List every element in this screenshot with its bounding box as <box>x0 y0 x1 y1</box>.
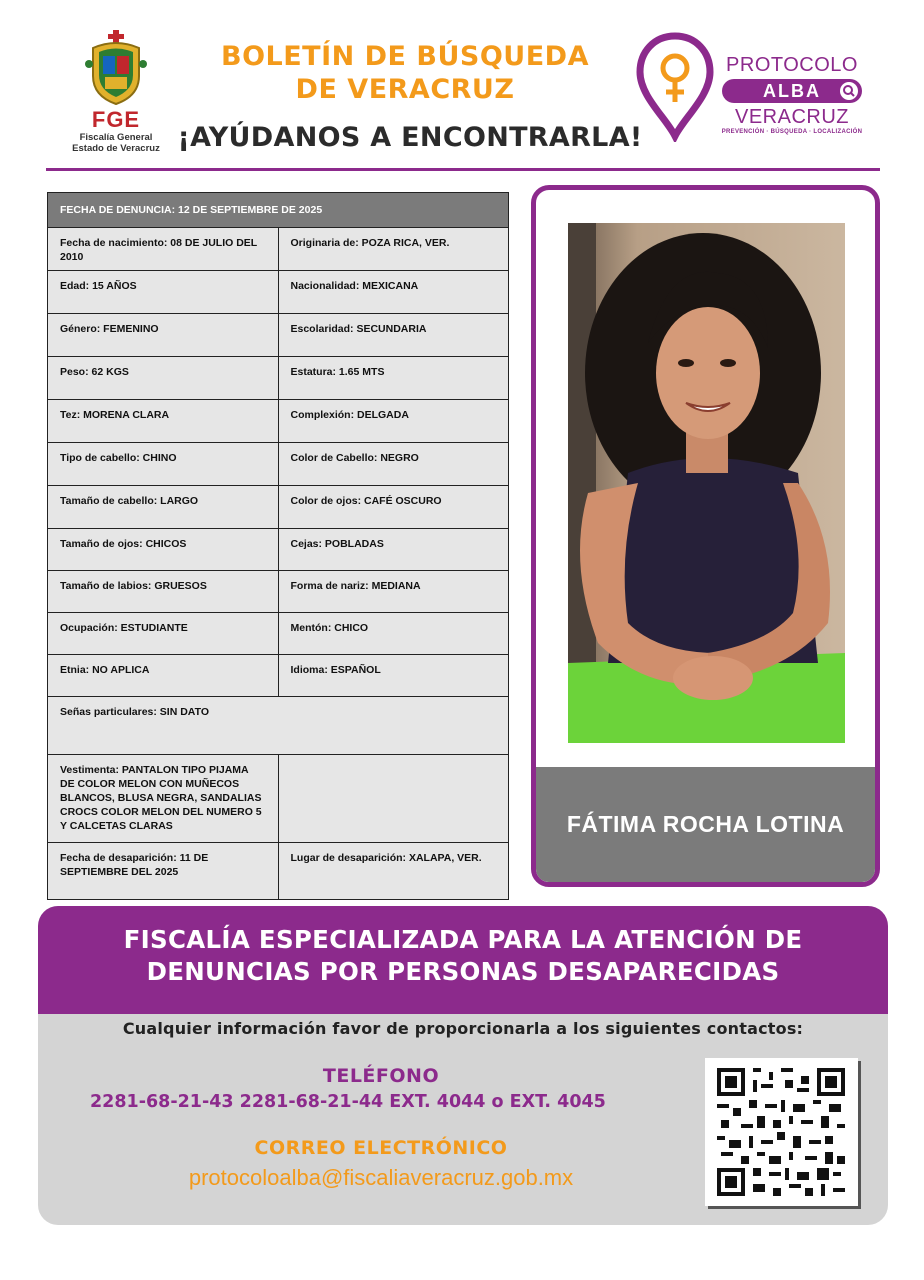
alba-tagline: PREVENCIÓN · BÚSQUEDA · LOCALIZACIÓN <box>721 129 863 135</box>
photo-card <box>531 185 880 887</box>
correo-label: CORREO ELECTRÓNICO <box>254 1137 508 1159</box>
lugar-desaparicion-cell: Lugar de desaparición: XALAPA, VER. <box>278 843 509 900</box>
table-cell: Tez: MORENA CLARA <box>48 400 279 443</box>
table-cell: Tamaño de ojos: CHICOS <box>48 529 279 571</box>
table-cell: Género: FEMENINO <box>48 314 279 357</box>
table-cell: Tipo de cabello: CHINO <box>48 443 279 486</box>
vestimenta-cell: Vestimenta: PANTALON TIPO PIJAMA DE COLOR MELON CON MUÑECOS BLANCOS, BLUSA NEGRA, SANDALIAS CROCS COLOR MELON DEL NUMERO 5 Y CALCETAS CLARAS <box>48 755 279 843</box>
senas-particulares-cell: Señas particulares: SIN DATO <box>48 697 509 755</box>
banner-line-2: DENUNCIAS POR PERSONAS DESAPARECIDAS <box>146 957 780 986</box>
fge-name-line2: Estado de Veracruz <box>72 143 160 154</box>
bulletin-title <box>180 40 630 106</box>
table-cell: Nacionalidad: MEXICANA <box>278 271 509 314</box>
person-name-band <box>536 767 875 882</box>
missing-person-photo <box>568 223 845 743</box>
table-cell: Originaria de: POZA RICA, VER. <box>278 228 509 271</box>
table-cell: Etnia: NO APLICA <box>48 655 279 697</box>
empty-cell <box>278 755 509 843</box>
search-icon <box>840 82 858 100</box>
qr-code[interactable] <box>705 1058 858 1206</box>
fecha-denuncia-cell: FECHA DE DENUNCIA: 12 DE SEPTIEMBRE DE 2025 <box>48 193 509 228</box>
fge-name-line1: Fiscalía General <box>79 132 153 143</box>
banner-line-1: FISCALÍA ESPECIALIZADA PARA LA ATENCIÓN DE <box>123 925 803 954</box>
telefono-label: TELÉFONO <box>322 1065 440 1087</box>
table-cell: Estatura: 1.65 MTS <box>278 357 509 400</box>
table-cell: Color de Cabello: NEGRO <box>278 443 509 486</box>
fge-abbreviation: FGE <box>91 107 141 132</box>
alba-protocolo-word: PROTOCOLO <box>726 54 858 76</box>
table-cell: Forma de nariz: MEDIANA <box>278 571 509 613</box>
help-subtitle: ¡AYÚDANOS A ENCONTRARLA! <box>177 122 643 153</box>
table-cell: Peso: 62 KGS <box>48 357 279 400</box>
table-cell: Complexión: DELGADA <box>278 400 509 443</box>
fecha-desaparicion-cell: Fecha de desaparición: 11 DE SEPTIEMBRE DEL 2025 <box>48 843 279 900</box>
table-cell: Cejas: POBLADAS <box>278 529 509 571</box>
contact-intro: Cualquier información favor de proporcionarla a los siguientes contactos: <box>122 1019 804 1038</box>
alba-pill <box>722 79 862 103</box>
missing-person-data-table <box>47 192 509 900</box>
protocolo-alba-logo <box>636 32 866 147</box>
table-cell: Idioma: ESPAÑOL <box>278 655 509 697</box>
table-cell: Ocupación: ESTUDIANTE <box>48 613 279 655</box>
title-line-1: BOLETÍN DE BÚSQUEDA <box>221 41 589 72</box>
table-cell: Tamaño de cabello: LARGO <box>48 486 279 529</box>
table-cell: Color de ojos: CAFÉ OSCURO <box>278 486 509 529</box>
alba-word: ALBA <box>763 80 821 101</box>
qr-code-icon <box>717 1068 845 1196</box>
fiscalia-banner <box>38 906 888 1014</box>
alba-veracruz-word: VERACRUZ <box>734 106 849 128</box>
title-line-2: DE VERACRUZ <box>295 74 515 105</box>
person-name: FÁTIMA ROCHA LOTINA <box>566 811 845 837</box>
header-divider <box>46 168 880 171</box>
fge-logo <box>64 30 168 156</box>
contact-panel <box>38 906 888 1225</box>
telefono-numbers[interactable]: 2281-68-21-43 2281-68-21-44 EXT. 4044 o EXT. 4045 <box>90 1092 606 1112</box>
table-cell: Edad: 15 AÑOS <box>48 271 279 314</box>
table-cell: Mentón: CHICO <box>278 613 509 655</box>
location-pin-female-icon <box>636 32 714 142</box>
veracruz-crest-icon <box>85 30 147 106</box>
table-cell: Fecha de nacimiento: 08 DE JULIO DEL 2010 <box>48 228 279 271</box>
table-cell: Escolaridad: SECUNDARIA <box>278 314 509 357</box>
correo-link[interactable]: protocoloalba@fiscaliaveracruz.gob.mx <box>188 1165 574 1190</box>
portrait-illustration <box>568 223 845 743</box>
table-cell: Tamaño de labios: GRUESOS <box>48 571 279 613</box>
